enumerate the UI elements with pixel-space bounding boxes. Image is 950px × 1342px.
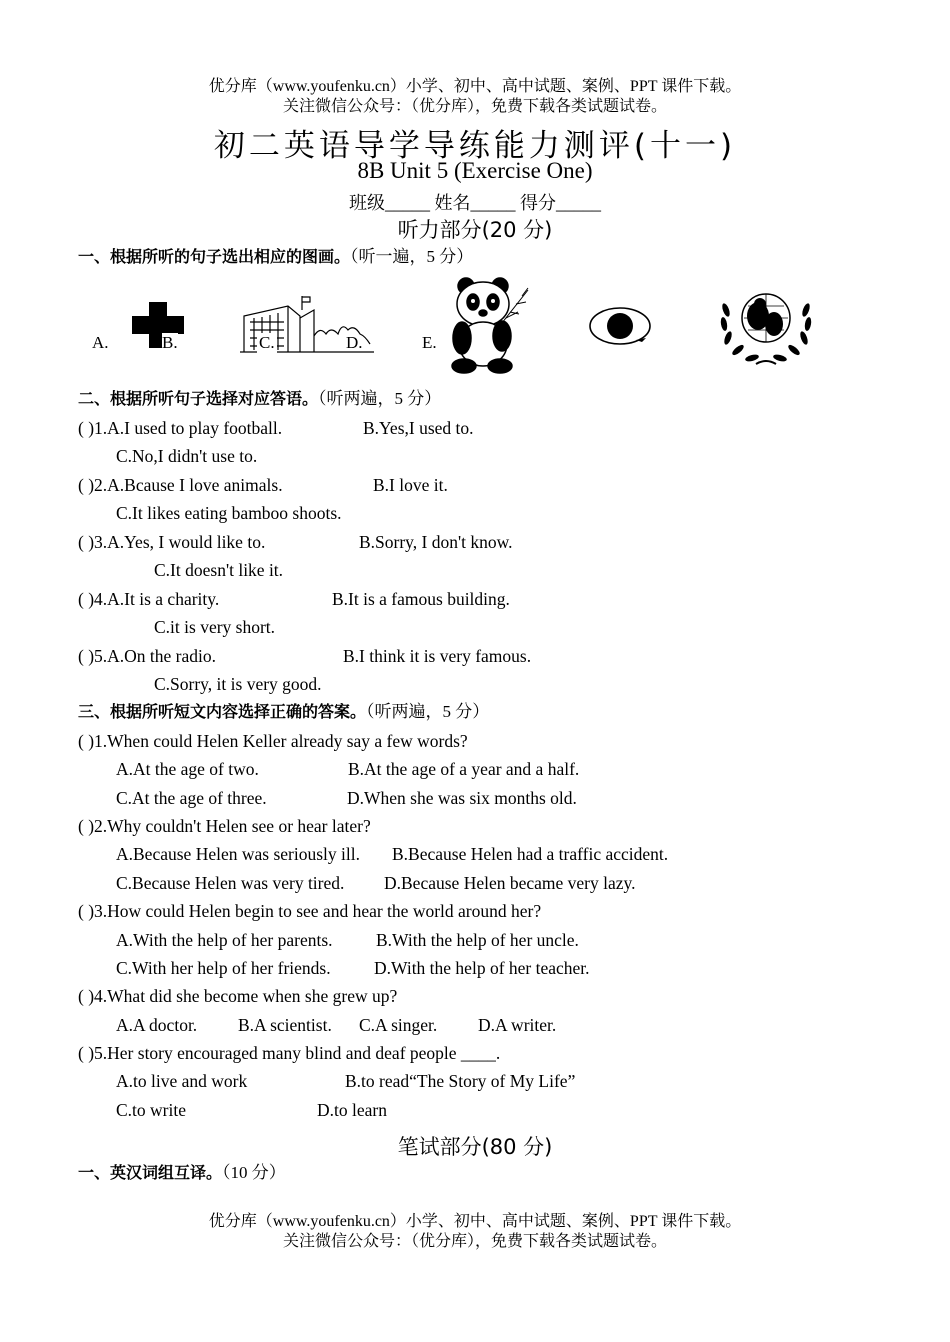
question-3-2-option-a: A.Because Helen was seriously ill.	[116, 844, 360, 864]
question-3-2-option-b: B.Because Helen had a traffic accident.	[392, 844, 669, 864]
question-3-1-option-a: A.At the age of two.	[116, 759, 259, 779]
question-2-1: ( )1.A.I used to play football.	[78, 418, 283, 438]
question-2-2: ( )2.A.Bcause I love animals.	[78, 475, 283, 495]
unicef-emblem-icon	[716, 290, 816, 368]
question-3-4-option-c: C.A singer.	[359, 1015, 438, 1035]
question-3-5: ( )5.Her story encouraged many blind and deaf people ____.	[78, 1043, 501, 1063]
question-3-3-option-b: B.With the help of her uncle.	[376, 930, 579, 950]
question-3-3-option-d: D.With the help of her teacher.	[374, 958, 590, 978]
listening-part1-heading: 一、根据所听的句子选出相应的图画。（听一遍，5 分）	[78, 247, 474, 266]
question-3-2: ( )2.Why couldn't Helen see or hear later?	[78, 816, 371, 836]
globe-orbit-icon	[586, 304, 656, 350]
picture-label-d: D.	[346, 333, 363, 352]
subtitle: 8B Unit 5 (Exercise One)	[357, 158, 593, 183]
question-2-3: ( )3.A.Yes, I would like to.	[78, 532, 266, 552]
listening-title: 听力部分(20 分)	[397, 218, 553, 242]
question-2-4-option-b: B.It is a famous building.	[332, 589, 510, 609]
question-2-3-option-b: B.Sorry, I don't know.	[359, 532, 513, 552]
header-line-2: 关注微信公众号：（优分库），免费下载各类试题试卷。	[282, 98, 667, 115]
question-3-2-option-d: D.Because Helen became very lazy.	[384, 873, 636, 893]
question-3-5-option-b: B.to read“The Story of My Life”	[345, 1071, 576, 1091]
footer-line-1: 优分库（www.youfenku.cn）小学、初中、高中试题、案例、PPT 课件下载。	[208, 1213, 742, 1230]
question-3-5-option-a: A.to live and work	[116, 1071, 248, 1091]
picture-label-c: C.	[259, 333, 275, 352]
question-3-4-option-a: A.A doctor.	[116, 1015, 198, 1035]
writing-part1-heading: 一、英汉词组互译。（10 分）	[78, 1163, 286, 1182]
header-line-1: 优分库（www.youfenku.cn）小学、初中、高中试题、案例、PPT 课件下载。	[208, 78, 742, 95]
listening-part2-heading: 二、根据所听句子选择对应答语。（听两遍，5 分）	[78, 389, 442, 408]
question-2-2-option-b: B.I love it.	[373, 475, 448, 495]
picture-label-b: B.	[162, 333, 178, 352]
footer-line-2: 关注微信公众号：（优分库），免费下载各类试题试卷。	[282, 1233, 667, 1250]
question-3-2-option-c: C.Because Helen was very tired.	[116, 873, 345, 893]
question-2-1-option-b: B.Yes,I used to.	[363, 418, 474, 438]
question-3-5-option-d: D.to learn	[317, 1100, 387, 1120]
question-3-3-option-a: A.With the help of her parents.	[116, 930, 333, 950]
page-title: 初二英语导学导练能力测评(十一)	[213, 128, 737, 164]
question-3-1: ( )1.When could Helen Keller already say a few words?	[78, 731, 468, 751]
question-3-4-option-b: B.A scientist.	[238, 1015, 332, 1035]
question-3-4: ( )4.What did she become when she grew up?	[78, 986, 398, 1006]
question-3-5-option-c: C.to write	[116, 1100, 186, 1120]
writing-title: 笔试部分(80 分)	[397, 1135, 553, 1159]
question-3-1-option-d: D.When she was six months old.	[347, 788, 577, 808]
picture-label-a: A.	[92, 333, 109, 352]
question-2-3-option-c: C.It doesn't like it.	[154, 560, 284, 580]
question-3-1-option-c: C.At the age of three.	[116, 788, 267, 808]
question-2-1-option-c: C.No,I didn't use to.	[116, 446, 258, 466]
question-2-5: ( )5.A.On the radio.	[78, 646, 217, 666]
question-2-4: ( )4.A.It is a charity.	[78, 589, 220, 609]
panda-icon	[436, 276, 532, 374]
question-2-5-option-c: C.Sorry, it is very good.	[154, 674, 322, 694]
question-2-5-option-b: B.I think it is very famous.	[343, 646, 532, 666]
question-3-3: ( )3.How could Helen begin to see and hear the world around her?	[78, 901, 542, 921]
listening-part3-heading: 三、根据所听短文内容选择正确的答案。（听两遍，5 分）	[78, 702, 490, 721]
question-3-3-option-c: C.With her help of her friends.	[116, 958, 331, 978]
question-2-2-option-c: C.It likes eating bamboo shoots.	[116, 503, 342, 523]
question-2-4-option-c: C.it is very short.	[154, 617, 276, 637]
student-info: 班级_____ 姓名_____ 得分_____	[349, 193, 601, 213]
question-3-4-option-d: D.A writer.	[478, 1015, 557, 1035]
question-3-1-option-b: B.At the age of a year and a half.	[348, 759, 580, 779]
picture-label-e: E.	[422, 333, 437, 352]
